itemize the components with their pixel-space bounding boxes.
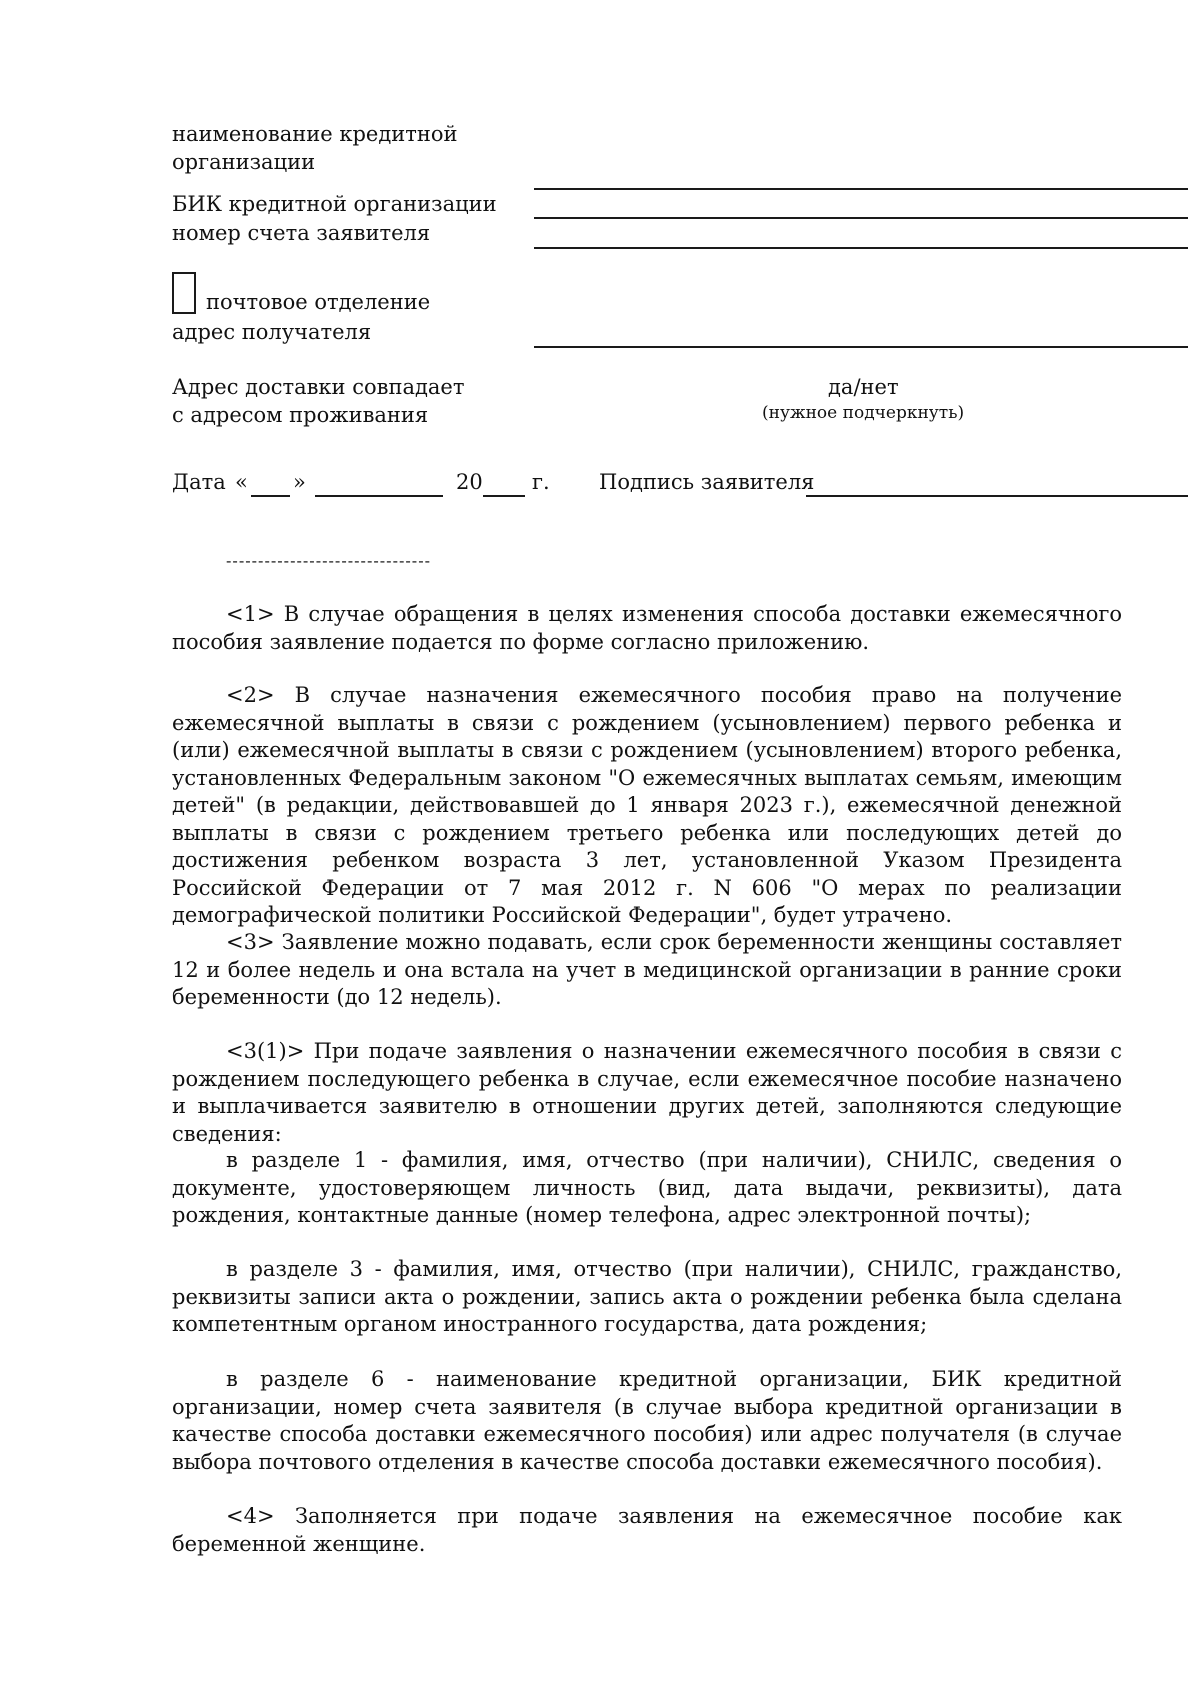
footnote-separator: --------------------------------: [226, 551, 431, 570]
bank-name-label-line1: наименование кредитной: [172, 122, 458, 146]
yes-no-option[interactable]: да/нет: [828, 375, 899, 399]
underline-hint: (нужное подчеркнуть): [762, 403, 965, 423]
post-office-label: почтовое отделение: [206, 290, 431, 314]
year-suffix: г.: [532, 470, 550, 494]
footnote-3-1-section-6: в разделе 6 - наименование кредитной организации, БИК кредитной организации, номер счета заявителя (в случае выбора кредитной организации в качестве способа доставки ежемесячного пособия) или адрес получателя (в случае выбора почтового отделения в качестве способа доставки ежемесячного пособия).: [172, 1367, 1122, 1474]
year-prefix: 20: [456, 470, 483, 494]
footnote-3-1-section-3: в разделе 3 - фамилия, имя, отчество (при наличии), СНИЛС, гражданство, реквизиты записи акта о рождении, запись акта о рождении ребенка была сделана компетентным органом иностранного государства, дата рождения;: [172, 1257, 1122, 1336]
signature-label: Подпись заявителя: [599, 470, 815, 494]
footnote-1: <1> В случае обращения в целях изменения способа доставки ежемесячного пособия заявление подается по форме согласно приложению.: [172, 602, 1122, 654]
year-field-line[interactable]: [483, 495, 525, 497]
footnote-2: <2> В случае назначения ежемесячного пособия право на получение ежемесячной выплаты в связи с рождением (усыновлением) первого ребенка и (или) ежемесячной выплаты в связи с рождением (усыновлением) второго ребенка, установленных Федеральным законом "О ежемесячных выплатах семьям, имеющим детей" (в редакции, действовавшей до 1 января 2023 г.), ежемесячной денежной выплаты в связи с рождением третьего ребенка или последующих детей до достижения ребенком возраста 3 лет, установленной Указом Президента Российской Федерации от 7 мая 2012 г. N 606 "О мерах по реализации демографической политики Российской Федерации", будет утрачено.: [172, 683, 1122, 927]
footnote-3-1-section-1: в разделе 1 - фамилия, имя, отчество (при наличии), СНИЛС, сведения о документе, удостоверяющем личность (вид, дата выдачи, реквизиты), дата рождения, контактные данные (номер телефона, адрес электронной почты);: [172, 1148, 1122, 1227]
footnote-4: <4> Заполняется при подаче заявления на ежемесячное пособие как беременной женщине.: [172, 1504, 1122, 1556]
footnote-3-1: <3(1)> При подаче заявления о назначении ежемесячного пособия в связи с рождением последующего ребенка в случае, если ежемесячное пособие назначено и выплачивается заявителю в отношении других детей, заполняются следующие сведения:: [172, 1039, 1122, 1146]
quote-open: «: [235, 470, 248, 494]
delivery-match-label-line2: с адресом проживания: [172, 403, 429, 427]
footnote-3: <3> Заявление можно подавать, если срок беременности женщины составляет 12 и более недель и она встала на учет в медицинской организации в ранние сроки беременности (до 12 недель).: [172, 930, 1122, 1009]
bik-label: БИК кредитной организации: [172, 192, 497, 216]
recipient-address-field-line[interactable]: [534, 346, 1188, 348]
quote-close: »: [293, 470, 306, 494]
bank-name-label-line2: организации: [172, 150, 316, 174]
bik-field-line[interactable]: [534, 217, 1188, 219]
signature-field-line[interactable]: [806, 495, 1188, 497]
post-office-checkbox[interactable]: [172, 272, 196, 314]
recipient-address-label: адрес получателя: [172, 320, 372, 344]
account-label: номер счета заявителя: [172, 221, 431, 245]
delivery-match-label-line1: Адрес доставки совпадает: [172, 375, 465, 399]
bank-name-field-line[interactable]: [534, 188, 1188, 190]
month-field-line[interactable]: [315, 495, 443, 497]
account-field-line[interactable]: [534, 247, 1188, 249]
day-field-line[interactable]: [251, 495, 290, 497]
date-label: Дата: [172, 470, 226, 494]
